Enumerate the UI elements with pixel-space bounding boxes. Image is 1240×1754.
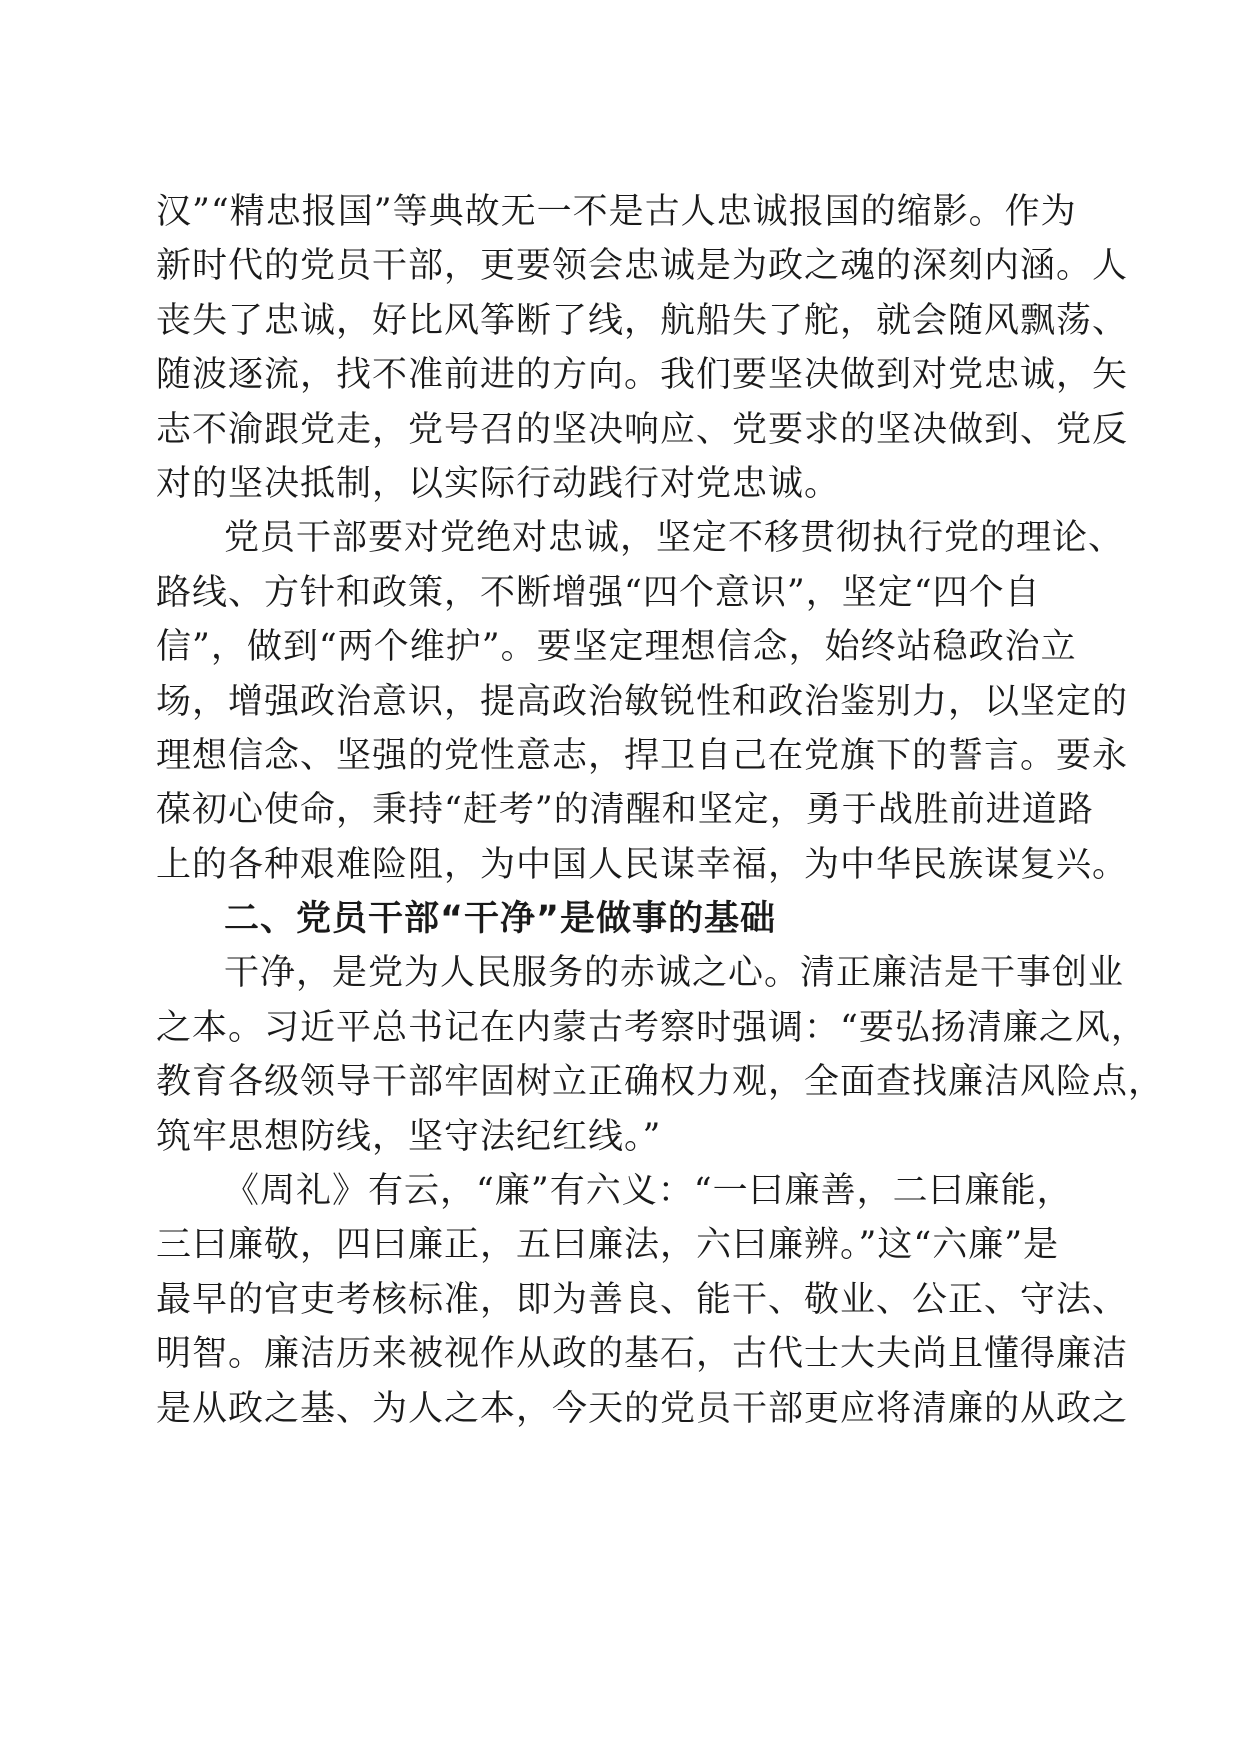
- section-heading: 二、党员干部“干净”是做事的基础: [224, 899, 777, 940]
- text-line: 筑牢思想防线，坚守法纪红线。”: [156, 1116, 662, 1157]
- text-line: 葆初心使命，秉持“赶考”的清醒和坚定，勇于战胜前进道路: [156, 790, 1094, 831]
- text-line: 理想信念、坚强的党性意志，捍卫自己在党旗下的誓言。要永: [156, 735, 1129, 776]
- body-text: [156, 185, 1165, 1436]
- paragraph-first-line: 党员干部要对党绝对忠诚，坚定不移贯彻执行党的理论、: [224, 518, 1125, 559]
- text-line: 教育各级领导干部牢固树立正确权力观，全面查找廉洁风险点，: [156, 1062, 1165, 1103]
- text-line: 随波逐流，找不准前进的方向。我们要坚决做到对党忠诚，矢: [156, 355, 1129, 396]
- text-line: 上的各种艰难险阻，为中国人民谋幸福，为中华民族谋复兴。: [156, 844, 1129, 885]
- text-line: 对的坚决抵制，以实际行动践行对党忠诚。: [156, 463, 841, 504]
- text-line: 是从政之基、为人之本，今天的党员干部更应将清廉的从政之: [156, 1388, 1129, 1429]
- text-line: 信”，做到“两个维护”。要坚定理想信念，始终站稳政治立: [156, 627, 1077, 668]
- text-line: 新时代的党员干部，更要领会忠诚是为政之魂的深刻内涵。人: [156, 246, 1129, 287]
- text-line: 志不渝跟党走，党号召的坚决响应、党要求的坚决做到、党反: [156, 409, 1129, 450]
- text-line: 三曰廉敬，四曰廉正，五曰廉法，六曰廉辨。”这“六廉”是: [156, 1225, 1060, 1266]
- text-line: 明智。廉洁历来被视作从政的基石，古代士大夫尚且懂得廉洁: [156, 1334, 1129, 1375]
- text-line: 场，增强政治意识，提高政治敏锐性和政治鉴别力，以坚定的: [156, 681, 1129, 722]
- text-line: 之本。习近平总书记在内蒙古考察时强调：“要弘扬清廉之风，: [156, 1007, 1147, 1048]
- text-line: 丧失了忠诚，好比风筝断了线，航船失了舵，就会随风飘荡、: [156, 300, 1129, 341]
- text-line: 汉”“精忠报国”等典故无一不是古人忠诚报国的缩影。作为: [156, 192, 1077, 232]
- text-line: 最早的官吏考核标准，即为善良、能干、敬业、公正、守法、: [156, 1279, 1129, 1320]
- paragraph-first-line: 《周礼》有云，“廉”有六义：“一曰廉善，二曰廉能，: [224, 1171, 1073, 1212]
- text-line: 路线、方针和政策，不断增强“四个意识”，坚定“四个自: [156, 572, 1041, 613]
- paragraph-first-line: 干净，是党为人民服务的赤诚之心。清正廉洁是干事创业: [224, 953, 1125, 994]
